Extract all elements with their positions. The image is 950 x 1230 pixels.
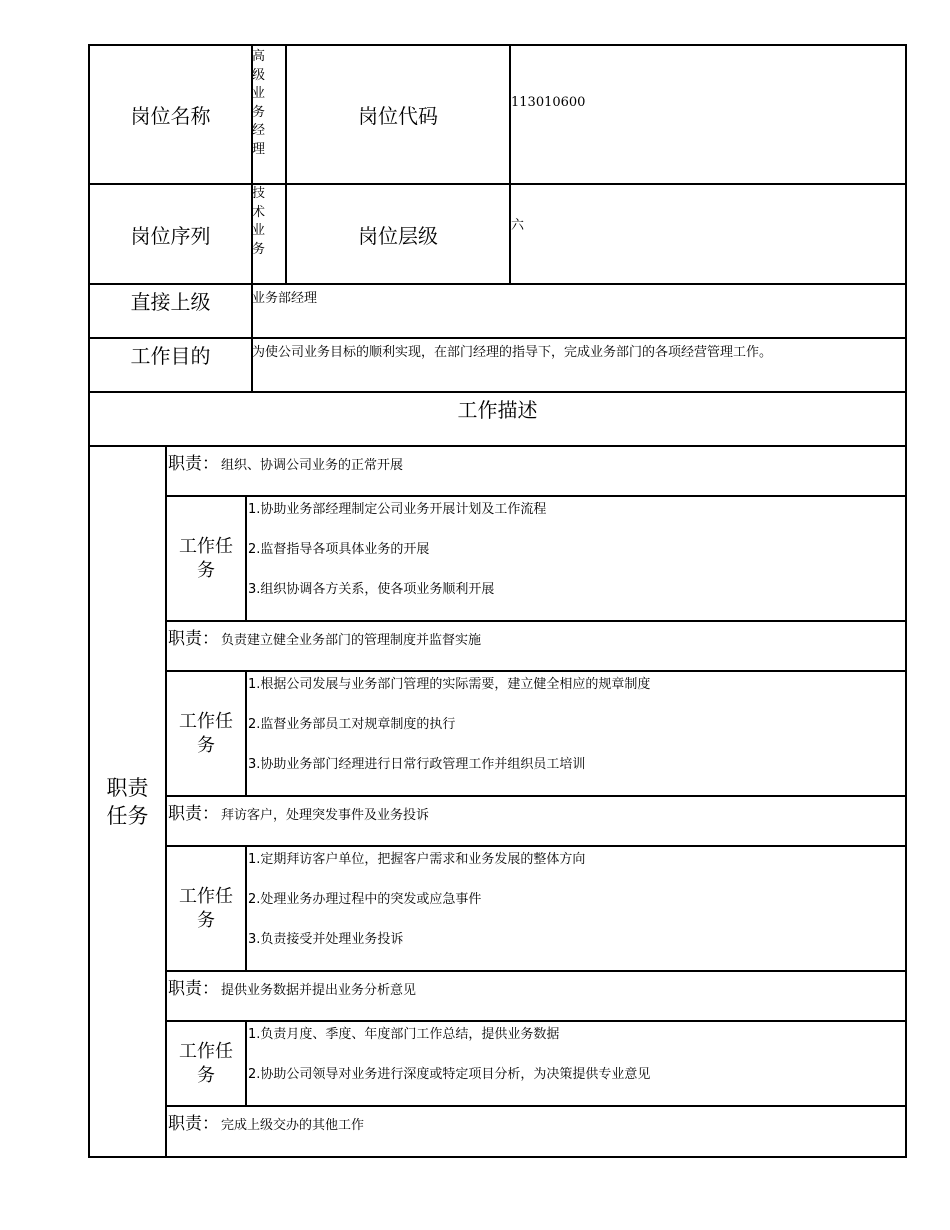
task-item: 3.负责接受并处理业务投诉 <box>248 932 404 947</box>
task-label-cell <box>167 497 245 620</box>
row-divider <box>166 795 907 797</box>
task-item: 2.监督业务部员工对规章制度的执行 <box>248 717 456 732</box>
row-divider <box>166 970 907 972</box>
task-label: 工作任务 <box>179 885 233 931</box>
task-list <box>247 1022 905 1105</box>
task-item: 1.定期拜访客户单位，把握客户需求和业务发展的整体方向 <box>248 852 586 867</box>
task-item: 1.根据公司发展与业务部门管理的实际需要，建立健全相应的规章制度 <box>248 677 651 692</box>
duty-row <box>167 799 429 824</box>
task-item: 2.处理业务办理过程中的突发或应急事件 <box>248 892 482 907</box>
task-item: 2.协助公司领导对业务进行深度或特定项目分析，为决策提供专业意见 <box>248 1067 651 1082</box>
duty-row <box>167 624 481 649</box>
description-title: 工作描述 <box>457 397 538 422</box>
position-code-label: 岗位代码 <box>358 104 438 128</box>
position-name-label: 岗位名称 <box>130 104 211 128</box>
row-divider <box>88 445 907 447</box>
task-label: 工作任务 <box>179 1040 233 1086</box>
duty-row <box>167 1109 364 1134</box>
border-bottom <box>88 1156 907 1158</box>
purpose-label: 工作目的 <box>130 343 211 368</box>
duty-row <box>167 974 416 999</box>
duty-text: 提供业务数据并提出业务分析意见 <box>221 983 417 998</box>
task-item: 3.组织协调各方关系，使各项业务顺利开展 <box>248 582 495 597</box>
position-series-label: 岗位序列 <box>130 223 211 248</box>
task-item: 1.协助业务部经理制定公司业务开展计划及工作流程 <box>248 502 547 517</box>
task-list <box>247 497 905 620</box>
duty-text: 负责建立健全业务部门的管理制度并监督实施 <box>221 633 482 648</box>
task-label-cell <box>167 1022 245 1105</box>
superior-label: 直接上级 <box>130 289 211 314</box>
col-divider <box>509 44 511 285</box>
purpose-value: 为使公司业务目标的顺利实现，在部门经理的指导下，完成业务部门的各项经营管理工作。 <box>252 345 773 360</box>
duty-text: 完成上级交办的其他工作 <box>221 1118 365 1133</box>
task-label: 工作任务 <box>179 535 233 581</box>
duty-prefix: 职责： <box>168 454 219 474</box>
duty-prefix: 职责： <box>168 629 219 649</box>
duty-prefix: 职责： <box>168 1114 219 1134</box>
position-code-value: 113010600 <box>511 95 586 110</box>
task-label-cell <box>167 847 245 970</box>
task-item: 2.监督指导各项具体业务的开展 <box>248 542 430 557</box>
duty-text: 拜访客户，处理突发事件及业务投诉 <box>221 808 430 823</box>
duty-prefix: 职责： <box>168 804 219 824</box>
task-list <box>247 672 905 795</box>
border-right <box>905 44 907 1158</box>
task-list <box>247 847 905 970</box>
duty-prefix: 职责： <box>168 979 219 999</box>
row-divider <box>166 1105 907 1107</box>
superior-value: 业务部经理 <box>252 291 318 306</box>
duty-row <box>167 449 403 474</box>
position-series-value: 技术业务 <box>252 186 266 257</box>
duties-label-cell <box>90 447 165 1156</box>
duties-label: 职责任务 <box>106 775 149 828</box>
task-label: 工作任务 <box>179 710 233 756</box>
row-divider <box>166 620 907 622</box>
task-label-cell <box>167 672 245 795</box>
task-item: 3.协助业务部门经理进行日常行政管理工作并组织员工培训 <box>248 757 586 772</box>
position-name-value: 高级业务经理 <box>252 49 266 157</box>
position-level-label: 岗位层级 <box>358 223 438 248</box>
job-description-table <box>88 44 907 1158</box>
position-level-value: 六 <box>511 218 525 233</box>
task-item: 1.负责月度、季度、年度部门工作总结，提供业务数据 <box>248 1027 560 1042</box>
duty-text: 组织、协调公司业务的正常开展 <box>221 458 404 473</box>
